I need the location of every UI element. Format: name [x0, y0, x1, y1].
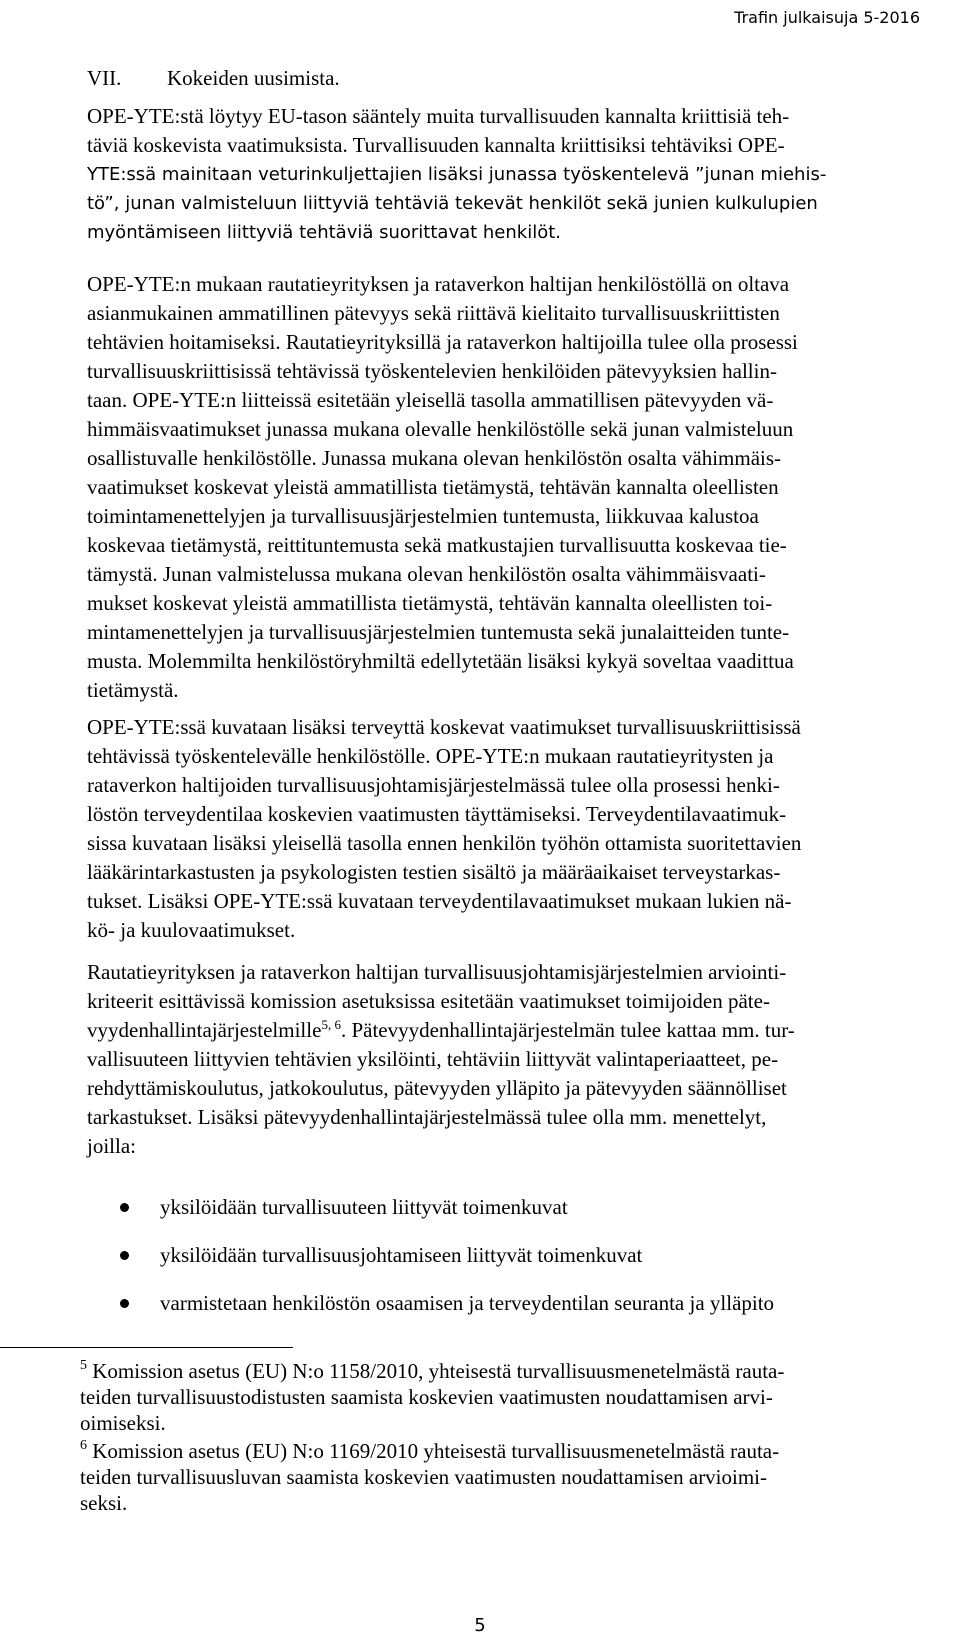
paragraph-2 — [87, 270, 960, 705]
paragraph-line: tö”, junan valmisteluun liittyviä tehtäviä tekevät henkilöt sekä junien kulkulupien — [87, 193, 818, 214]
paragraph-line: rehdyttämiskoulutus, jatkokoulutus, pätevyyden ylläpito ja pätevyyden säännölliset — [87, 1076, 787, 1100]
paragraph-line: tämystä. Junan valmistelussa mukana olevan henkilöstön osalta vähimmäisvaati- — [87, 562, 766, 586]
paragraph-line: himmäisvaatimukset junassa mukana olevalle henkilöstölle sekä junan valmisteluun — [87, 417, 794, 441]
footnote-line: teiden turvallisuustodistusten saamista koskevien vaatimusten noudattamisen arvi- — [80, 1385, 773, 1409]
paragraph-line: turvallisuuskriittisissä tehtävissä työskentelevien henkilöiden pätevyyksien hallin- — [87, 359, 777, 383]
paragraph-line: tarkastukset. Lisäksi pätevyydenhallintajärjestelmässä tulee olla mm. menettelyt, — [87, 1105, 767, 1129]
list-item — [87, 1289, 960, 1337]
section-title: Kokeiden uusimista. — [167, 66, 340, 90]
section-number: VII. — [87, 66, 122, 90]
footnote-text: Komission asetus (EU) N:o 1158/2010, yhteisestä turvallisuusmenetelmästä rauta- — [87, 1359, 785, 1383]
paragraph-line: lääkärintarkastusten ja psykologisten testien sisältö ja määräaikaiset terveystarkas- — [87, 860, 781, 884]
footnote-line — [80, 1358, 960, 1384]
paragraph-line: mukset koskevat yleistä ammatillista tietämystä, tehtävän kannalta oleellisten toi- — [87, 591, 773, 615]
footnote-reference[interactable]: 5, 6 — [321, 1017, 341, 1032]
footnote-mark: 5 — [80, 1358, 87, 1373]
footnote-line — [80, 1438, 960, 1464]
paragraph-line: YTE:ssä mainitaan veturinkuljettajien lisäksi junassa työskentelevä ”junan miehis- — [87, 164, 827, 185]
paragraph-line: toimintamenettelyjen ja turvallisuusjärjestelmien tuntemusta, liikkuvaa kalustoa — [87, 504, 759, 528]
paragraph-line: koskevaa tietämystä, reittituntemusta sekä matkustajien turvallisuutta koskevaa tie- — [87, 533, 787, 557]
paragraph-line: musta. Molemmilta henkilöstöryhmiltä edellytetään lisäksi kykyä soveltaa vaadittua — [87, 649, 794, 673]
paragraph-line: täviä koskevista vaatimuksista. Turvallisuuden kannalta kriittisiksi tehtäviksi OPE- — [87, 133, 785, 157]
paragraph-line: OPE-YTE:n mukaan rautatieyrityksen ja rataverkon haltijan henkilöstöllä on oltava — [87, 272, 790, 296]
paragraph-line: sissa kuvataan lisäksi yleisellä tasolla ennen henkilön työhön ottamista suoritettavien — [87, 831, 802, 855]
bullet-icon — [120, 1299, 129, 1308]
paragraph-line: tehtävissä työskentelevälle henkilöstölle. OPE-YTE:n mukaan rautatieyritysten ja — [87, 744, 774, 768]
bullet-icon — [120, 1203, 129, 1212]
paragraph-line: kriteerit esittävissä komission asetuksissa esitetään vaatimukset toimijoiden päte- — [87, 989, 770, 1013]
paragraph-line: joilla: — [87, 1134, 136, 1158]
footnote-separator — [0, 1347, 293, 1348]
page-number: 5 — [474, 1615, 486, 1636]
paragraph-line: tehtävien hoitamiseksi. Rautatieyrityksillä ja rataverkon haltijoilla tulee olla prosessi — [87, 330, 798, 354]
footnote-line: teiden turvallisuusluvan saamista koskevien vaatimusten noudattamisen arvioimi- — [80, 1465, 768, 1489]
list-item — [87, 1193, 960, 1241]
paragraph-line: löstön terveydentilaa koskevien vaatimusten täyttämiseksi. Terveydentilavaatimuk- — [87, 802, 787, 826]
footnote-mark: 6 — [80, 1438, 87, 1453]
section-heading — [87, 64, 340, 92]
paragraph-1 — [87, 102, 960, 247]
footnote-5 — [80, 1358, 960, 1436]
paragraph-line: tietämystä. — [87, 678, 179, 702]
paragraph-line: myöntämiseen liittyviä tehtäviä suorittavat henkilöt. — [87, 222, 562, 243]
list-item-text: varmistetaan henkilöstön osaamisen ja terveydentilan seuranta ja ylläpito — [160, 1291, 775, 1315]
paragraph-line: osallistuvalle henkilöstölle. Junassa mukana olevan henkilöstön osalta vähimmäis- — [87, 446, 782, 470]
paragraph-line: OPE-YTE:ssä kuvataan lisäksi terveyttä koskevat vaatimukset turvallisuuskriittisissä — [87, 715, 801, 739]
paragraph-4 — [87, 958, 960, 1161]
running-header: Trafin julkaisuja 5-2016 — [734, 8, 920, 27]
list-item-text: yksilöidään turvallisuusjohtamiseen liittyvät toimenkuvat — [160, 1243, 643, 1267]
paragraph-line: Rautatieyrityksen ja rataverkon haltijan turvallisuusjohtamisjärjestelmien arviointi- — [87, 960, 787, 984]
paragraph-line: vallisuuteen liittyvien tehtävien yksilöinti, tehtäviin liittyvät valintaperiaatteet, pe- — [87, 1047, 779, 1071]
list-item — [87, 1241, 960, 1289]
text-run: vyydenhallintajärjestelmille — [87, 1018, 322, 1042]
paragraph-line — [87, 1016, 960, 1045]
paragraph-3 — [87, 713, 960, 945]
paragraph-line: asianmukainen ammatillinen pätevyys sekä riittävä kielitaito turvallisuuskriittisten — [87, 301, 780, 325]
paragraph-line: mintamenettelyjen ja turvallisuusjärjestelmien tuntemusta sekä junalaitteiden tunte- — [87, 620, 790, 644]
paragraph-line: rataverkon haltijoiden turvallisuusjohtamisjärjestelmässä tulee olla prosessi henki- — [87, 773, 780, 797]
text-run: . Pätevyydenhallintajärjestelmän tulee kattaa mm. tur- — [340, 1018, 795, 1042]
paragraph-line: vaatimukset koskevat yleistä ammatillista tietämystä, tehtävän kannalta oleellisten — [87, 475, 779, 499]
paragraph-line: tukset. Lisäksi OPE-YTE:ssä kuvataan terveydentilavaatimukset mukaan lukien nä- — [87, 889, 792, 913]
bullet-list — [87, 1193, 960, 1337]
paragraph-line: taan. OPE-YTE:n liitteissä esitetään yleisellä tasolla ammatillisen pätevyyden vä- — [87, 388, 774, 412]
footnote-text: Komission asetus (EU) N:o 1169/2010 yhteisestä turvallisuusmenetelmästä rauta- — [87, 1439, 780, 1463]
paragraph-line: kö- ja kuulovaatimukset. — [87, 918, 296, 942]
bullet-icon — [120, 1251, 129, 1260]
footnote-line: seksi. — [80, 1491, 128, 1515]
list-item-text: yksilöidään turvallisuuteen liittyvät toimenkuvat — [160, 1195, 568, 1219]
footnote-6 — [80, 1438, 960, 1516]
footnote-line: oimiseksi. — [80, 1411, 166, 1435]
paragraph-line: OPE-YTE:stä löytyy EU-tason sääntely muita turvallisuuden kannalta kriittisiä teh- — [87, 104, 790, 128]
